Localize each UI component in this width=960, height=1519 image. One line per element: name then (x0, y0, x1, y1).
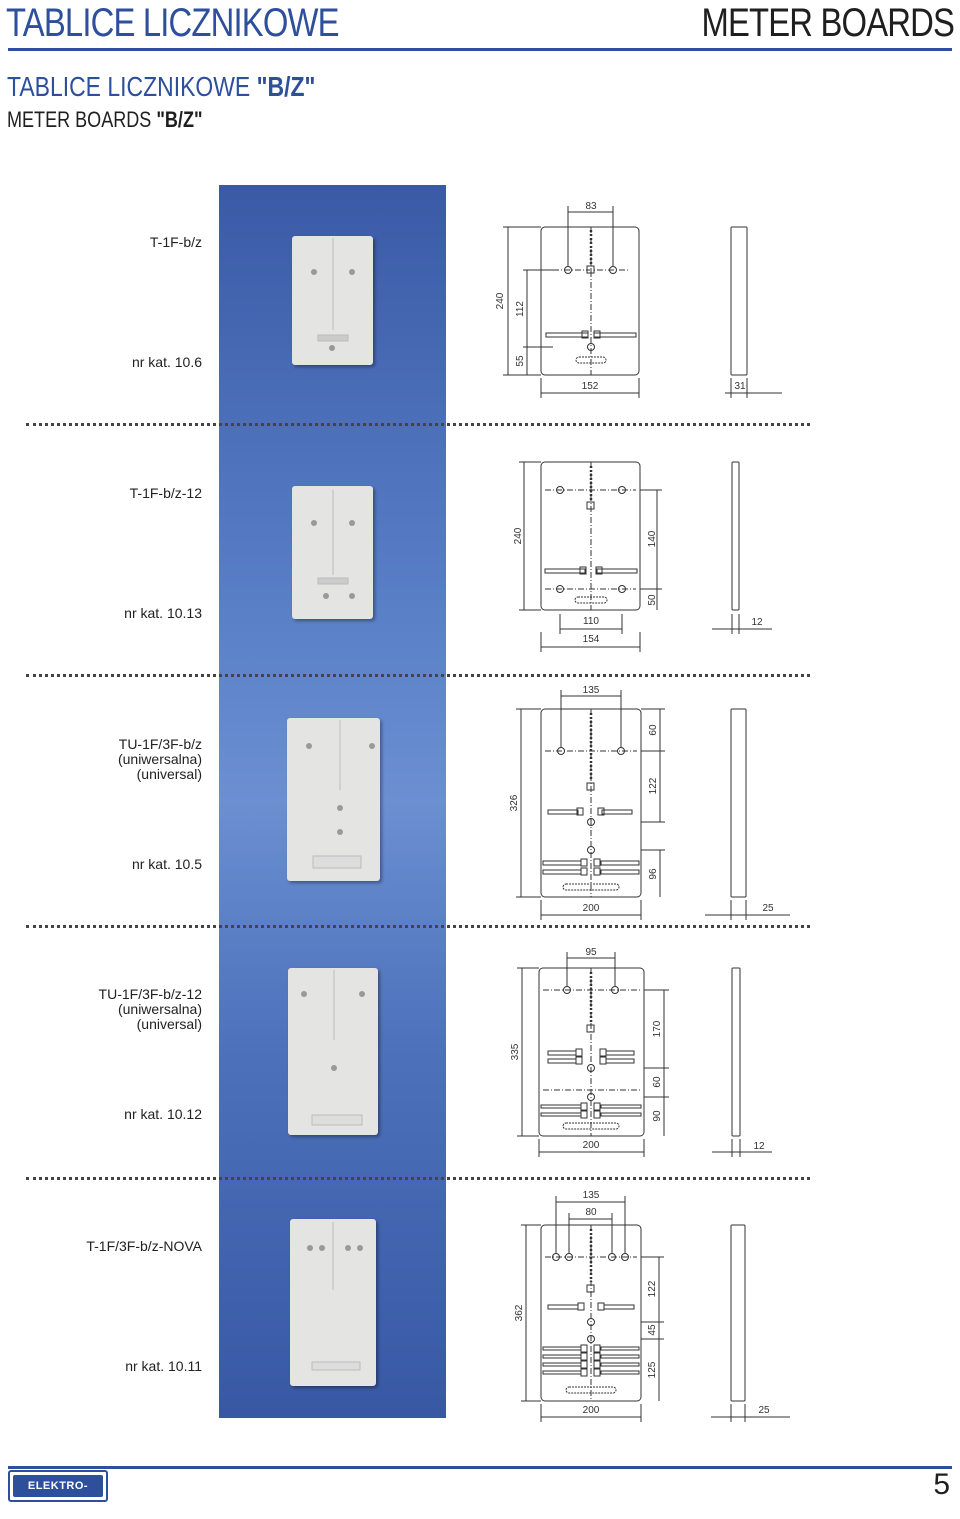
svg-text:122: 122 (647, 1280, 658, 1298)
catalog-number: nr kat. 10.11 (125, 1358, 202, 1374)
svg-text:335: 335 (510, 1043, 521, 1061)
svg-text:25: 25 (758, 1405, 770, 1416)
technical-drawing-T-1F-b/z-12 (519, 462, 772, 652)
svg-text:200: 200 (582, 903, 600, 914)
svg-text:240: 240 (495, 292, 506, 310)
product-name: T-1F-b/z (149, 234, 202, 250)
section-title-en: METER BOARDS "B/Z" (7, 107, 203, 132)
svg-text:80: 80 (585, 1207, 597, 1218)
svg-text:152: 152 (581, 381, 599, 392)
page-number: 5 (933, 1468, 950, 1501)
technical-drawing-T-1F-b/z (503, 206, 782, 398)
svg-text:154: 154 (582, 634, 600, 645)
svg-text:125: 125 (647, 1361, 658, 1379)
catalog-number: nr kat. 10.5 (131, 856, 202, 872)
svg-text:31: 31 (734, 381, 746, 392)
catalog-number: nr kat. 10.12 (124, 1106, 202, 1122)
footer-rule (8, 1466, 952, 1469)
svg-text:240: 240 (513, 527, 524, 545)
svg-text:12: 12 (753, 1141, 765, 1152)
svg-text:60: 60 (648, 724, 659, 736)
elektro-plast-logo: ELEKTRO-PLAST (8, 1470, 108, 1502)
product-name: TU-1F/3F-b/z (uniwersalna) (universal) (117, 736, 202, 782)
svg-text:96: 96 (648, 868, 659, 880)
technical-drawing-TU-1F/3F-b/z-12 (517, 952, 772, 1157)
technical-drawing-T-1F/3F-b/z-NOVA (521, 1196, 790, 1422)
dimension-labels (495, 201, 774, 1416)
catalog-number: nr kat. 10.6 (131, 354, 202, 370)
svg-text:200: 200 (582, 1405, 600, 1416)
catalog-number: nr kat. 10.13 (124, 605, 202, 621)
svg-text:135: 135 (582, 685, 600, 696)
svg-text:45: 45 (647, 1324, 658, 1336)
svg-text:112: 112 (515, 301, 526, 317)
svg-text:95: 95 (585, 947, 597, 958)
board-photo-holes (301, 269, 375, 1251)
svg-text:200: 200 (582, 1140, 600, 1151)
product-name: TU-1F/3F-b/z-12 (uniwersalna) (universal) (98, 986, 202, 1032)
svg-text:60: 60 (652, 1076, 663, 1088)
svg-text:25: 25 (762, 903, 774, 914)
page-header-title-pl: TABLICE LICZNIKOWE (6, 1, 339, 45)
svg-text:135: 135 (582, 1190, 600, 1201)
product-name: T-1F/3F-b/z-NOVA (86, 1238, 202, 1254)
svg-text:170: 170 (652, 1020, 663, 1038)
section-title-pl: TABLICE LICZNIKOWE "B/Z" (7, 71, 316, 102)
svg-text:326: 326 (509, 794, 520, 812)
page-header-title-en: METER BOARDS (701, 1, 954, 45)
svg-text:50: 50 (647, 594, 658, 606)
svg-text:55: 55 (515, 355, 526, 367)
product-name: T-1F-b/z-12 (129, 485, 202, 501)
svg-text:140: 140 (647, 530, 658, 548)
svg-text:12: 12 (751, 617, 763, 628)
svg-text:122: 122 (648, 777, 659, 795)
svg-text:362: 362 (514, 1304, 525, 1322)
svg-text:90: 90 (652, 1110, 663, 1122)
svg-text:83: 83 (585, 201, 597, 212)
board-photo-details (312, 238, 362, 1370)
svg-text:110: 110 (583, 616, 599, 627)
